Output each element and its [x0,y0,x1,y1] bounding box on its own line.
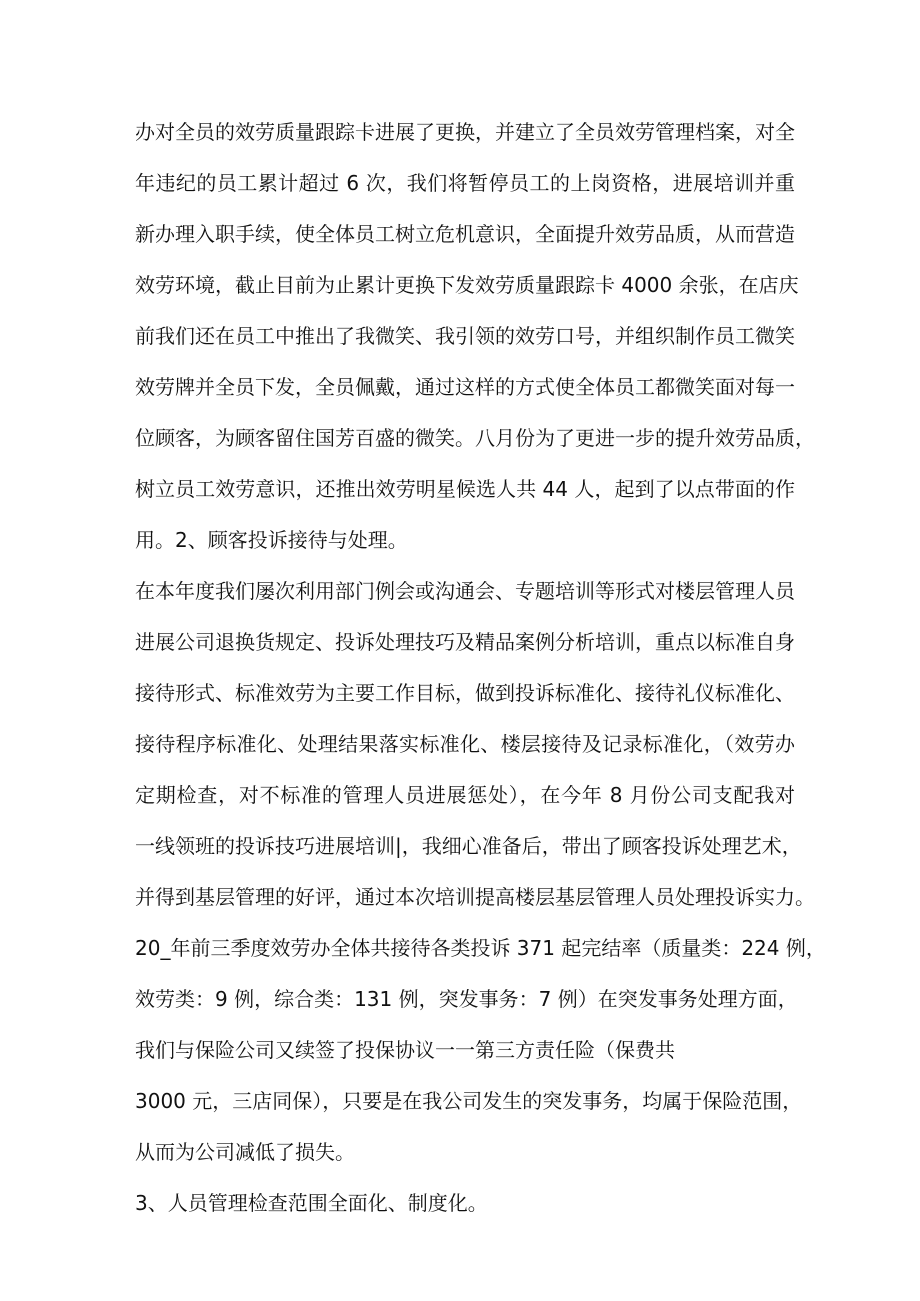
paragraph-line: 用。2、顾客投诉接待与处理。 [135,528,408,552]
paragraph-line: 接待程序标准化、处理结果落实标准化、楼层接待及记录标准化，（效劳办 [135,732,795,756]
paragraph-line: 办对全员的效劳质量跟踪卡进展了更换，并建立了全员效劳管理档案，对全 [135,120,795,144]
paragraph-line: 位顾客，为顾客留住国芳百盛的微笑。八月份为了更进一步的提升效劳品质， [135,426,815,450]
paragraph-line: 我们与保险公司又续签了投保协议一一第三方责任险（保费共 [135,1038,675,1062]
paragraph-line: 从而为公司减低了损失。 [135,1140,355,1164]
paragraph-line: 新办理入职手续，使全体员工树立危机意识，全面提升效劳品质，从而营造 [135,222,795,246]
paragraph-line: 效劳牌并全员下发，全员佩戴，通过这样的方式使全体员工都微笑面对每一 [135,375,795,399]
paragraph-line: 树立员工效劳意识，还推出效劳明星候选人共 44 人，起到了以点带面的作 [135,477,795,501]
paragraph-line: 年违纪的员工累计超过 6 次，我们将暂停员工的上岗资格，进展培训并重 [135,171,795,195]
paragraph-line: 效劳环境，截止目前为止累计更换下发效劳质量跟踪卡 4000 余张，在店庆 [135,273,799,297]
paragraph-line: 一线领班的投诉技巧进展培训|，我细心准备后，带出了顾客投诉处理艺术， [135,834,802,858]
paragraph-line: 效劳类：9 例，综合类：131 例，突发事务：7 例）在突发事务处理方面， [135,987,798,1011]
paragraph-line: 接待形式、标准效劳为主要工作目标，做到投诉标准化、接待礼仪标准化、 [135,681,795,705]
paragraph-line: 3000 元，三店同保），只要是在我公司发生的突发事务，均属于保险范围， [135,1089,803,1113]
paragraph-line: 定期检查，对不标准的管理人员进展惩处），在今年 8 月份公司支配我对 [135,783,795,807]
paragraph-line: 在本年度我们屡次利用部门例会或沟通会、专题培训等形式对楼层管理人员 [135,579,795,603]
section-heading: 3、人员管理检查范围全面化、制度化。 [135,1191,488,1215]
paragraph-line: 进展公司退换货规定、投诉处理技巧及精品案例分析培训，重点以标准自身 [135,630,795,654]
paragraph-line: 并得到基层管理的好评，通过本次培训提高楼层基层管理人员处理投诉实力。 [135,885,815,909]
paragraph-line: 20_年前三季度效劳办全体共接待各类投诉 371 起完结率（质量类：224 例， [135,936,826,960]
paragraph-line: 前我们还在员工中推出了我微笑、我引领的效劳口号，并组织制作员工微笑 [135,324,795,348]
